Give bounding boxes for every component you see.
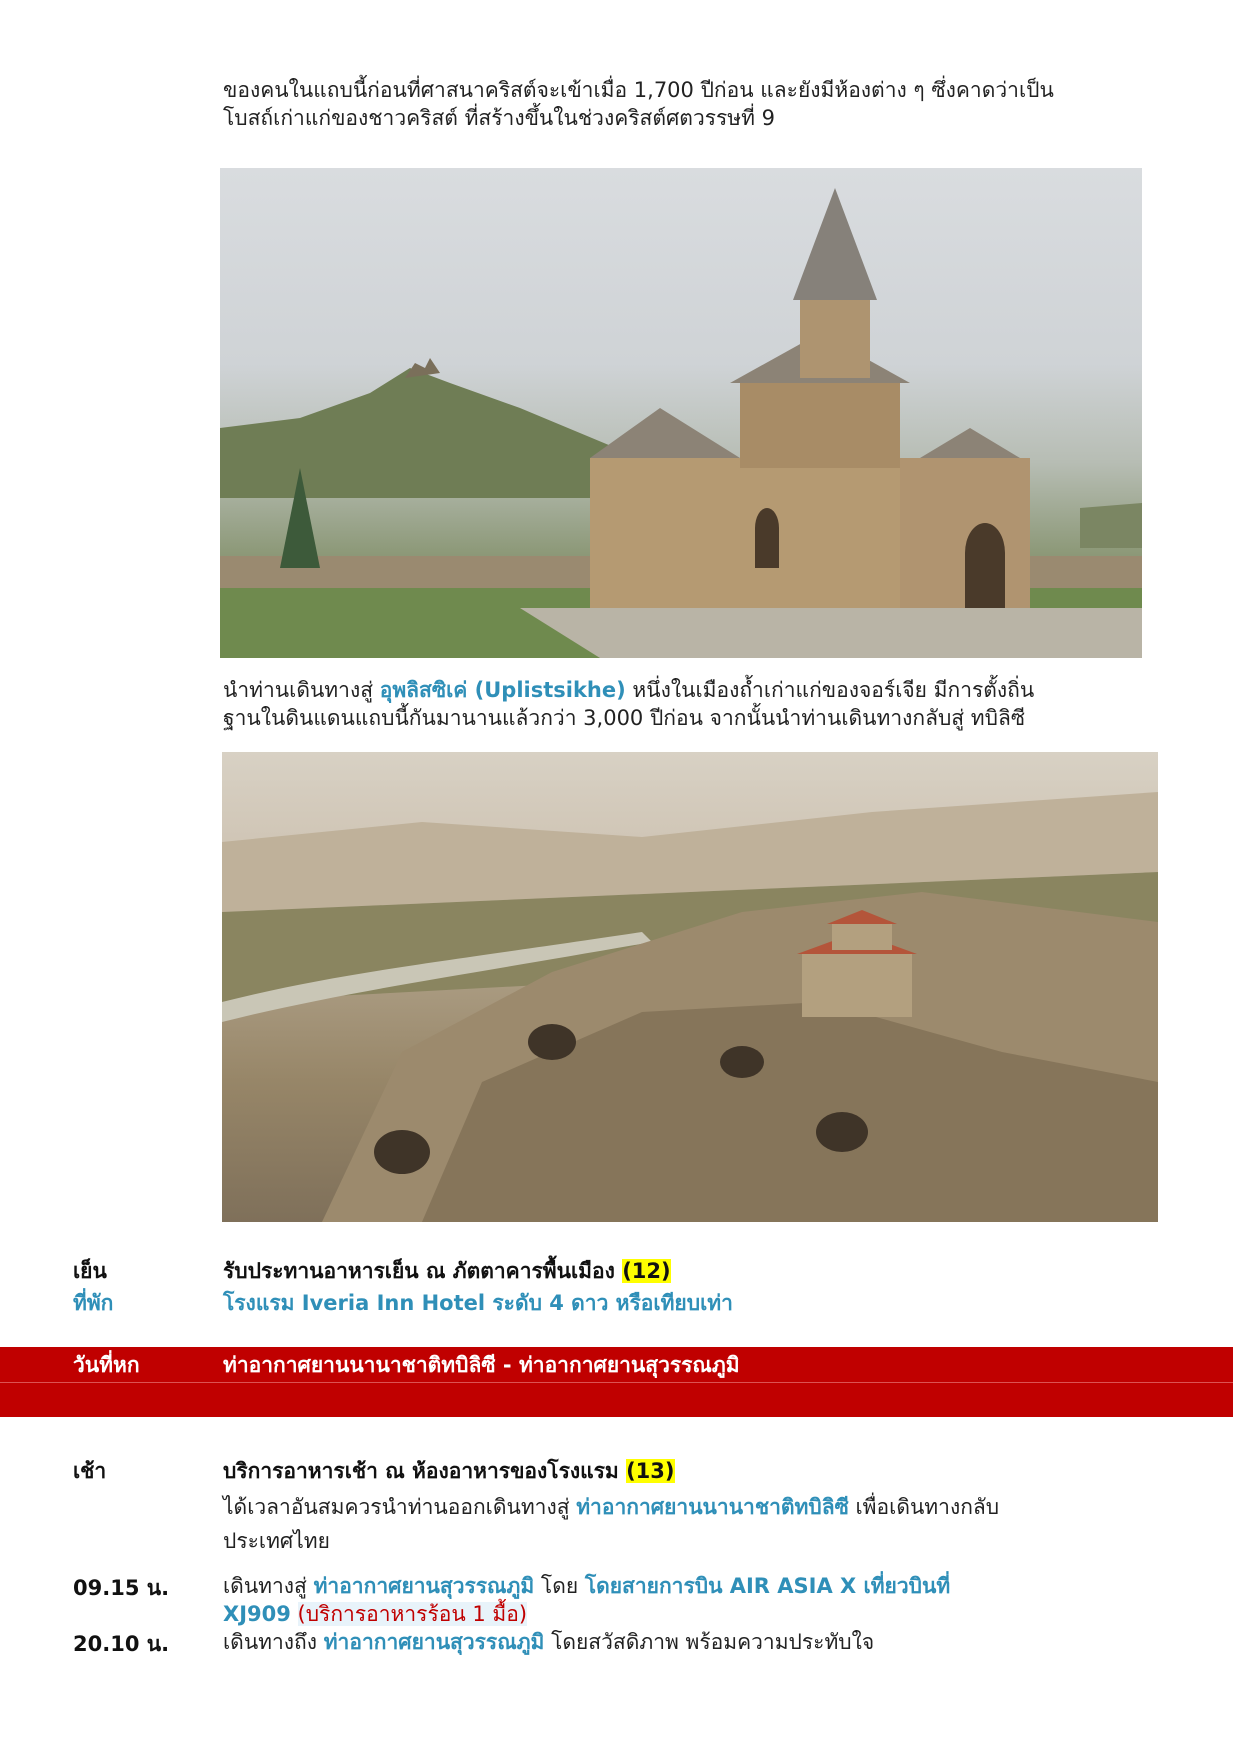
arrive-prefix: เดินทางถึง [223,1630,324,1654]
suvarnabhumi-link: ท่าอากาศยานสุวรรณภูมิ [313,1574,535,1598]
uplistsikhe-suffix: หนึ่งในเมืองถ้ำเก่าแก่ของจอร์เจีย มีการตั้งถิ่น [625,678,1035,702]
dinner-text: รับประทานอาหารเย็น ณ ภัตตาคารพื้นเมือง [223,1259,615,1283]
uplistsikhe-place-link: อุพลิสซิเค่ (Uplistsikhe) [379,678,626,702]
depart-mid: โดย [534,1574,585,1598]
departure-suffix: เพื่อเดินทางกลับ [848,1495,1000,1519]
breakfast-text: บริการอาหารเช้า ณ ห้องอาหารของโรงแรม [223,1459,619,1483]
depart-line-2 [223,1600,1183,1628]
breakfast-text-row [223,1455,675,1488]
departure-paragraph [223,1490,1183,1558]
arrive-suffix: โดยสวัสดิภาพ พร้อมความประทับใจ [544,1630,875,1654]
depart-detail [223,1572,1183,1628]
band-divider [0,1382,1233,1383]
meal-number-badge: (12) [622,1259,671,1283]
airline-text: โดยสายการบิน AIR ASIA X เที่ยวบินที่ [584,1574,951,1598]
dinner-label: เย็น [73,1259,107,1283]
cave-town-illustration [222,752,1158,1222]
hotel-label: ที่พัก [73,1291,114,1315]
day-title: ท่าอากาศยานนานาชาติทบิลิซี - ท่าอากาศยานสุวรรณภูมิ [223,1353,740,1377]
hotel-text: โรงแรม Iveria Inn Hotel ระดับ 4 ดาว หรือเทียบเท่า [223,1291,733,1315]
arrive-time: 20.10 น. [73,1632,170,1656]
dinner-text-row [223,1255,671,1288]
depart-time: 09.15 น. [73,1576,170,1600]
cathedral-photo [220,168,1142,658]
departure-line-1 [223,1490,1183,1524]
tbilisi-airport-link: ท่าอากาศยานนานาชาติทบิลิซี [576,1495,849,1519]
departure-line-2: ประเทศไทย [223,1529,330,1553]
suvarnabhumi-arrival-link: ท่าอากาศยานสุวรรณภูมิ [323,1630,545,1654]
depart-prefix: เดินทางสู่ [223,1574,314,1598]
uplistsikhe-photo [222,752,1158,1222]
cathedral-illustration [220,168,1142,658]
intro-line-1: ของคนในแถบนี้ก่อนที่ศาสนาคริสต์จะเข้าเมื่อ 1,700 ปีก่อน และยังมีห้องต่าง ๆ ซึ่งคาดว่าเป็น [223,78,1054,102]
uplistsikhe-prefix: นำท่านเดินทางสู่ [223,678,380,702]
depart-line-1 [223,1572,1183,1600]
day-label: วันที่หก [73,1353,140,1377]
intro-line-2: โบสถ์เก่าแก่ของชาวคริสต์ ที่สร้างขึ้นในช่วงคริสต์ศตวรรษที่ 9 [223,106,776,130]
breakfast-label: เช้า [73,1459,107,1483]
meal-note: (บริการอาหารร้อน 1 มื้อ) [297,1602,528,1626]
flight-number: XJ909 [223,1602,291,1626]
uplistsikhe-paragraph [223,676,1183,732]
departure-prefix: ได้เวลาอันสมควรนำท่านออกเดินทางสู่ [223,1495,577,1519]
meal-number-badge: (13) [626,1459,675,1483]
uplistsikhe-line-1 [223,676,1183,704]
arrive-detail [223,1628,1183,1656]
uplistsikhe-line-2: ฐานในดินแดนแถบนี้กันมานานแล้วกว่า 3,000 ปีก่อน จากนั้นนำท่านเดินทางกลับสู่ ทบิลิซี [223,706,1026,730]
intro-paragraph [223,76,1183,132]
